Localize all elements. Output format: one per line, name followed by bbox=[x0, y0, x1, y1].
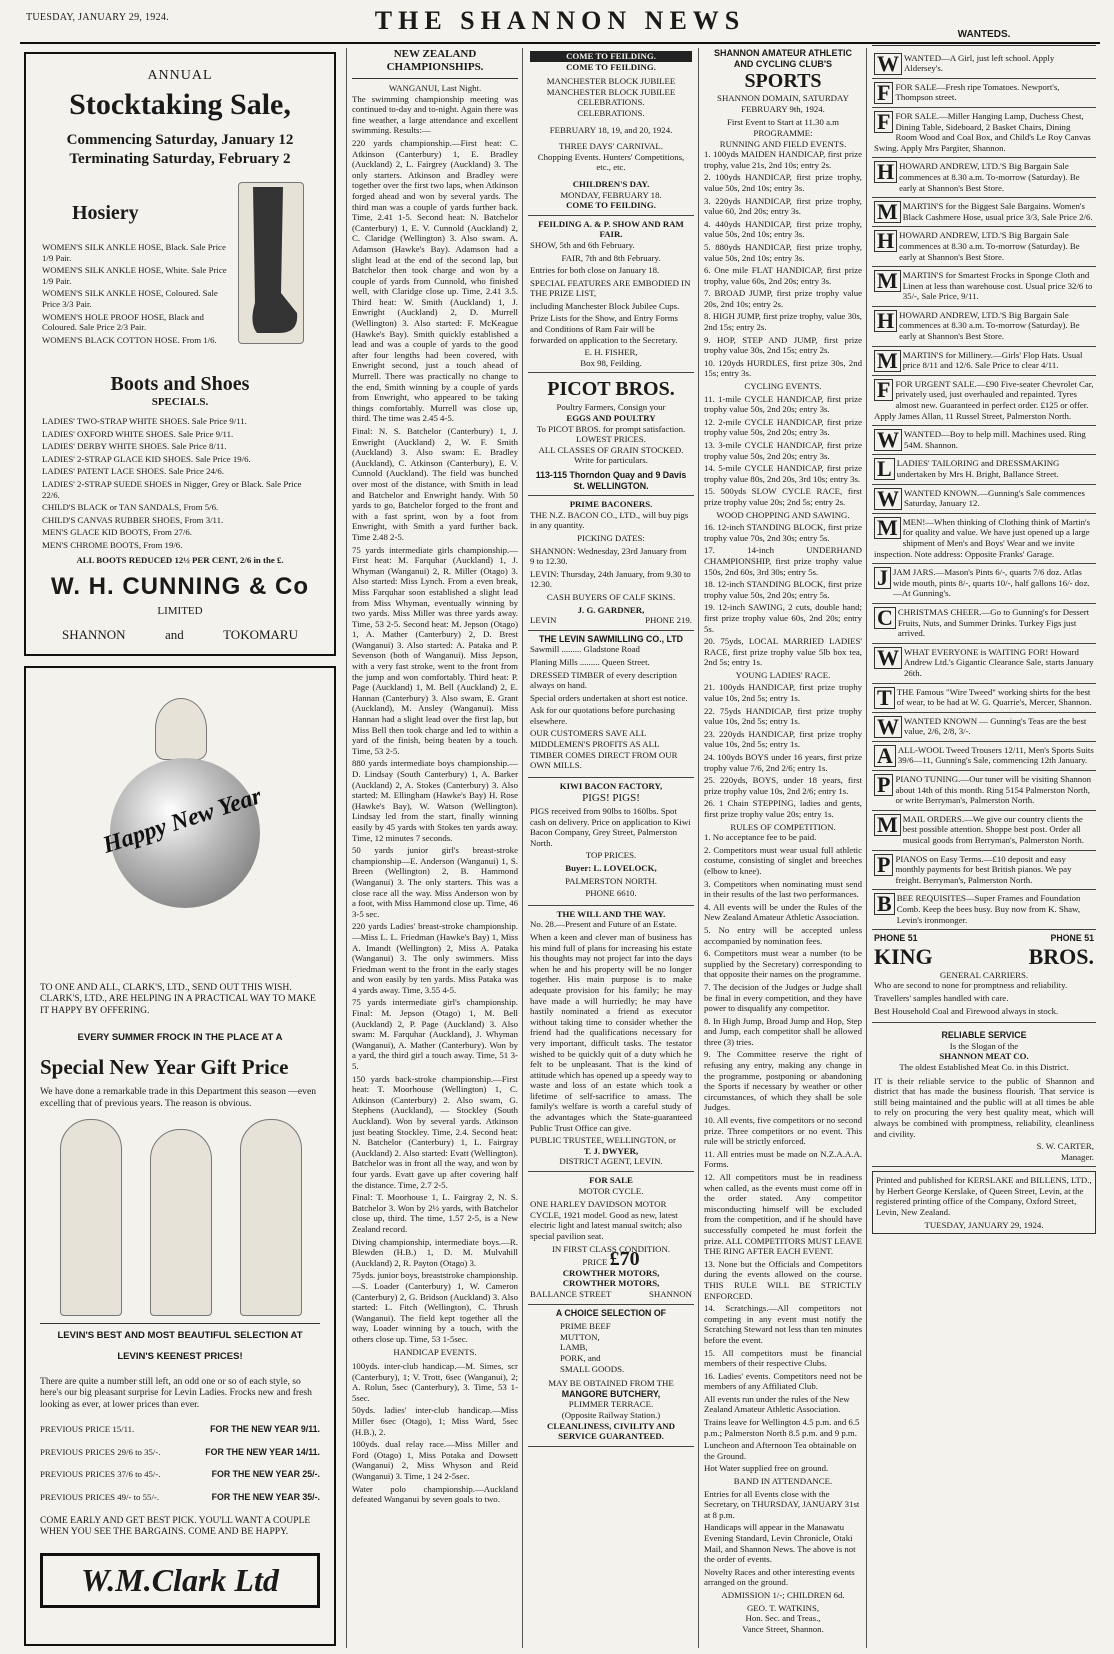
boots-item: LADIES' TWO-STRAP WHITE SHOES. Sale Price 9/11. bbox=[42, 416, 247, 426]
clark-body: We have done a remarkable trade in this Department this season —even excelling that of previous years. The reason is obvious. bbox=[40, 1086, 317, 1109]
clark-price-list bbox=[40, 1424, 320, 1502]
swim-dateline: WANGANUI, Last Night. bbox=[388, 83, 482, 93]
stocking-illustration bbox=[238, 182, 304, 344]
classified-ad: F FOR URGENT SALE.—£90 Five-seater Chevrolet Car, privately used, just overhauled and repainted. Tyres almost new. Guaranteed in perfect order. £125 or offer. Apply James Allan, 11 Russel Street, Palmerston North. bbox=[872, 376, 1096, 426]
sports-domain: SHANNON DOMAIN, SATURDAY FEBRUARY 9th, 1924. bbox=[717, 93, 849, 114]
swim-paragraph: 150 yards back-stroke championship.—First heat: T. Moorhouse (Wellington) 1, C. Atkinson (Canterbury) 2. Also swam, G. Stephens (Auckland), — Stockley (South Auckland). Won by several yards. Atkinson just beating Stockley. Time, 2.4. Second heat: N. Batchelor (Canterbury) 1, L. Fairgray (Auckland) 2. Also started: Evatt (Wellington). Batchelor was in front all the way, and won by four yards. Evatt gave up after covering half the distance. Time, 2.7 2-5. bbox=[352, 1073, 518, 1190]
column-rule bbox=[698, 48, 699, 1648]
sports-closing: All events run under the rules of the New Zealand Amateur Athletic Association. Trains leave for Wellington 4.5 p.m. and 6.5 p.m.; Palmerston North 8.5 p.m. and 9 p.m. Luncheon and Afternoon Tea obtainable on the Ground. Hot Water supplied free on ground. BAND IN ATTENDANCE. Entries for all Events close with the Secretary, on THURSDAY, JANUARY 31st at 8 p.m. Handicaps will appear in the Manawatu Evening Standard, Levin Chronicle, Otaki Mail, and Shannon News. The above is not the order of events. Novelty Races and other interesting events arranged on the ground. ADMISSION 1/-; CHILDREN 6d. bbox=[704, 1393, 860, 1600]
sports-programme-label: PROGRAMME: bbox=[753, 127, 813, 138]
clark-wish: TO ONE AND ALL, CLARK'S, LTD., SEND OUT THIS WISH. CLARK'S, LTD., ARE HELPING IN A PRACTICAL WAY TO MAKE IT HAPPY BY OFFERING. bbox=[40, 982, 316, 1016]
mangore-butchery-ad: A CHOICE SELECTION OF PRIME BEEF MUTTON, LAMB, PORK, and SMALL GOODS. MAY BE OBTAINED FROM THE MANGORE BUTCHERY, PLIMMER TERRACE. (Opposite Railway Station.) CLEANLINESS, CIVILITY AND SERVICE GUARANTEED. bbox=[528, 1305, 694, 1447]
feilding-show-ad: FEILDING A. & P. SHOW AND RAM FAIR. SHOW, 5th and 6th February. FAIR, 7th and 8th February. Entries for both close on January 18. SPECIAL FEATURES ARE EMBODIED IN THE PRIZE LIST, including Manchester Block Jubilee Cups. Prize Lists for the Show, and Entry Forms and Conditions of Ram Fair will be forwarded on application to the Secretary. E. H. FISHER, Box 98, Feilding. bbox=[528, 216, 694, 374]
hosiery-item: WOMEN'S SILK ANKLE HOSE, Coloured. Sale Price 3/3 Pair. bbox=[42, 288, 218, 309]
boots-item: LADIES' 2-STRAP GLACE KID SHOES. Sale Price 19/6. bbox=[42, 453, 251, 464]
boots-item: LADIES' DERBY WHITE SHOES. Sale Price 8/11. bbox=[42, 441, 227, 452]
clark-frock-line: EVERY SUMMER FROCK IN THE PLACE AT A bbox=[77, 1032, 283, 1044]
classified-ad: P PIANO TUNING.—Our tuner will be visiting Shannon about 14th of this month. Ring 5154 Palmerston North, or write Berryman's, Palmerston North. bbox=[872, 771, 1096, 811]
classified-ad: H HOWARD ANDREW, LTD.'S Big Bargain Sale commences at 8.30 a.m. To-morrow (Saturday). Be early at Shannon's Best Store. bbox=[872, 227, 1096, 267]
price-row: PREVIOUS PRICES 37/6 to 45/-. FOR THE NEW YEAR 25/-. bbox=[40, 1469, 320, 1480]
classified-ad: J JAM JARS.—Mason's Pints 6/-, quarts 7/6 doz. Atlas wide mouth, pints 8/-, quarts 10/-, half gallons 16/- doz.—At Gunning's. bbox=[872, 564, 1096, 604]
clark-come-early: COME EARLY AND GET BEST PICK. YOU'LL WANT A COUPLE WHEN YOU SEE THE BARGAINS. COME AND BE HAPPY. bbox=[40, 1514, 311, 1538]
boots-item: LADIES' 2-STRAP SUEDE SHOES in Nigger, Grey or Black. Sale Price 22/6. bbox=[42, 478, 302, 500]
swim-paragraph: 75 yards intermediate girl's championship. Final: M. Jepson (Otago) 1, M. Bell (Auckland) 2, P. Page (Auckland) 3. Also swam: M. Farquhar (Auckland), J. Whyman (Wanganui), A. Mather (Canterbury). Won by a yard, the third girl a touch away. Time, 51 3-5. bbox=[352, 997, 518, 1072]
swim-paragraph: 75 yards intermediate girls championship.—First heat: M. Farquhar (Auckland) 1, J. Whyman (Wanganui) 2, R. Miller (Otago) 3. Also started: Miss Lynch. From a even break, Miss Farquhar soon established a slight lead from Miss Whyman, eventually winning by two yards. Miss Miller was three yards away. Time, 53 2-5. Second heat: M. Jepson (Otago) 1, A. Mather (Canterbury) 2, D. Brest (Wanganui) 3. Also started: A. Pataka and P. Sevenson (both of Wanganui). Miss Jepson, with a very fast stroke, went to the front from the jump and won comfortably. Third heat: P. Page (Auckland) 1, M. Bell (Auckland) 2, E. Hannan (Canterbury) 3. Also swam, E. Grant (Auckland), M. Ansley (Wanganui). Miss Hannan had a slight lead over the first lap, but Miss Bell then took charge and led to within a yard of the finish, being beaten by a touch. Time, 53 2-5. bbox=[352, 544, 518, 756]
classified-ad: C CHRISTMAS CHEER.—Go to Gunning's for Dessert Fruits, Nuts, and Summer Drinks. Turkey Figs just arrived. bbox=[872, 604, 1096, 644]
classified-ad: L LADIES' TAILORING and DRESSMAKING undertaken by Mrs H. Bright, Ballance Street. bbox=[872, 455, 1096, 484]
handicap-paragraph: 50yds. ladies' inter-club handicap.—Miss Miller 6sec (Otago), 1; Miss Ward, 5sec (H.B.), 2. bbox=[352, 1405, 518, 1437]
swim-paragraph: 75yds. junior boys, breaststroke championship.—S. Loader (Canterbury) 1, W. Cameron (Canterbury) 2, G. Bridson (Auckland) 3. Also started: L. Fitch (Wellington), C. Thrush (Wanganui). The field kept together all the way, Loader winning by a touch, with the others close up. Time, 53 1-5sec. bbox=[352, 1270, 518, 1344]
ad-annual: ANNUAL bbox=[147, 68, 213, 83]
column-three-ads bbox=[528, 48, 694, 1648]
imprint: Printed and published for KERSLAKE and BILLENS, LTD., by Herbert George Kerslake, of Queen Street, Levin, at the registered printing office of the Company, Oxford Street, Levin, New Zealand. TUESDAY, JANUARY 29, 1924. bbox=[872, 1171, 1096, 1234]
levin-sawmilling-ad: THE LEVIN SAWMILLING CO., LTD Sawmill ......... Gladstone Road Planing Mills ......... Queen Street. DRESSED TIMBER of every description always on hand. Special orders undertaken at short est notice. Ask for our quotations before purchasing elsewhere. OUR CUSTOMERS SAVE ALL MIDDLEMEN'S PROFITS AS ALL TIMBER COMES DIRECT FROM OUR OWN MILLS. bbox=[528, 631, 694, 778]
handicap-paragraph: Water polo championship.—Auckland defeated Wanganui by seven goals to two. bbox=[352, 1483, 518, 1505]
place-shannon: SHANNON bbox=[62, 627, 126, 643]
sports-events: 1. 100yds MAIDEN HANDICAP, first prize trophy, value 21s, 2nd 10s; entry 2s. 2. 100yds HANDICAP, first prize trophy, value 50s, 2nd 10s; entry 3s. 3. 220yds HANDICAP, first prize trophy, value 60, 2nd 20s; entry 3s. 4. 440yds HANDICAP, first prize trophy, value 50s, 2nd 10s; entry 3s. 5. 880yds HANDICAP, first prize trophy, value 50s, 2nd 10s; entry 3s. 6. One mile FLAT HANDICAP, first prize trophy, value 60s, 2nd 20s; entry 3s. 7. BROAD JUMP, first prize trophy value 20s, 2nd 10s; entry 2s. 8. HIGH JUMP, first prize trophy, value 30s, 2nd 15s; entry 2s. 9. HOP, STEP AND JUMP, first prize trophy value 30s, 2nd 15s; entry 2s. 10. 120yds HURDLES, first prize 30s, 2nd 15s; entry 3s. CYCLING EVENTS. 11. 1-mile CYCLE HANDICAP, first prize trophy value 50s, 2nd 20s; entry 3s. 12. 2-mile CYCLE HANDICAP, first prize trophy value 50s, 2nd 20s; entry 3s. 13. 3-mile CYCLE HANDICAP, first prize trophy value 50s, 2nd 20s; entry 3s. 14. 5-mile CYCLE HANDICAP, first prize trophy value 80s, 2nd 20s, 3rd 10s; entry 3s. 15. 500yds SLOW CYCLE RACE, first prize trophy value 20s; 2nd 5s; entry 2s. WOOD CHOPPING AND SAWING. 16. 12-inch STANDING BLOCK, first prize trophy value 70s, 2nd 30s; entry 5s. 17. 14-inch UNDERHAND CHAMPIONSHIP, first prize trophy value 150s, 2nd 60s, 3rd 30s; entry 5s. 18. 12-inch STANDING BLOCK, first prize trophy value 50s, 2nd 20s; entry 5s. 19. 12-inch SAWING, 2 cuts, double hand; first prize trophy value 60s, 2nd 20s; entry 5s. 20. 75yds, LOCAL MARRIED LADIES' RACE, first prize trophy value 5lb box tea, 2nd 5s; entry 1s. YOUNG LADIES' RACE. 21. 100yds HANDICAP, first prize trophy value 10s, 2nd 5s; entry 1s. 22. 75yds HANDICAP, first prize trophy value 10s, 2nd 5s; entry 1s. 23. 220yds HANDICAP, first prize trophy value 10s, 2nd 5s; entry 1s. 24. 100yds BOYS under 16 years, first prize trophy value 7/6, 2nd 2/6; entry 1s. 25. 220yds, BOYS, under 18 years, first prize trophy value 10s, 2nd 2/6; entry 1s. 26. 1 Chain STEPPING, ladies and gents, first prize trophy value 20s; entry 1s. bbox=[704, 149, 862, 819]
handicap-paragraph: 100yds. dual relay race.—Miss Miller and Ford (Otago) 1, Miss Potaka and Dowsett (Wanganui) 2, Miss Whyson and Reid (Wanganui) 3. Time, 1 24 2-5sec. bbox=[352, 1439, 518, 1481]
classified-ad: W WANTED—Boy to help mill. Machines used. Ring 54M. Shannon. bbox=[872, 426, 1096, 455]
swim-headline: NEW ZEALAND CHAMPIONSHIPS. bbox=[386, 48, 484, 73]
wanteds-column bbox=[872, 30, 1096, 1650]
swim-paragraph: 220 yards Ladies' breast-stroke championship.—Miss L. L. Friedman (Hawke's Bay) 1, Miss A. Imandt (Wellington) 2, Miss A. Pataka (Wanganui) 3. The only swimmers. Miss Friedman went to the front in the early stages and won easily by ten yards. Miss Pataka was 4 yards away. Time, 3.55 4-5. bbox=[352, 921, 518, 995]
classified-ad: W WANTED KNOWN — Gunning's Teas are the best value, 2/6, 2/8, 3/-. bbox=[872, 713, 1096, 742]
swim-paragraph: 880 yards intermediate boys championship.—D. Lindsay (South Canterbury) 1, A. Barker (Auckland) 2, A. Stokes (Canterbury) 3. Also started: M. Ellingham (Hawke's Bay) H. Rose (Hawke's Bay), W. Watson (Wellington). Lindsay led from the start, finally winning easily by 45 yards with Stokes ten yards away. Time, 12 minutes 7 seconds. bbox=[352, 758, 518, 843]
hosiery-item: WOMEN'S HOLE PROOF HOSE, Black and Coloured. Sale Price 2/3 Pair. bbox=[42, 311, 204, 333]
hosiery-item: WOMEN'S SILK ANKLE HOSE, Black. Sale Price 1/9 Pair. bbox=[42, 242, 226, 263]
hosiery-item: WOMEN'S BLACK COTTON HOSE. From 1/6. bbox=[42, 334, 217, 345]
classified-ad: M MARTIN'S for Smartest Frocks in Sponge Cloth and Linen at less than warehouse cost. Usual price 32/6 to 35/-, Sale Price, 9/11. bbox=[872, 267, 1096, 307]
clark-special-title: Special New Year Gift Price bbox=[40, 1055, 289, 1080]
prime-baconers-ad: PRIME BACONERS. THE N.Z. BACON CO., LTD., will buy pigs in any quantity. PICKING DATES: SHANNON: Wednesday, 23rd January from 9 to 12.30. LEVIN: Thursday, 24th January, from 9.30 to 12.30. CASH BUYERS OF CALF SKINS. J. G. GARDNER, LEVIN PHONE 219. bbox=[528, 496, 694, 631]
swim-paragraph: 50 yards junior girl's breast-stroke championship—E. Anderson (Wanganui) 1, S. Breen (Wellington) 2, B. Hammond (Wanganui) 3. The only starters. This was a close race all the way. Miss Anderson won by a foot, with Miss Hammond close up. Time, 46 3-5 sec. bbox=[352, 845, 518, 919]
handicap-heading: HANDICAP EVENTS. bbox=[393, 1347, 477, 1358]
hosiery-list bbox=[42, 242, 232, 347]
boots-item: CHILD'S CANVAS RUBBER SHOES, From 3/11. bbox=[42, 514, 224, 525]
swimming-article bbox=[352, 48, 518, 1648]
wanteds-heading: WANTEDS. bbox=[957, 30, 1011, 40]
boots-item: MEN'S GLACE KID BOOTS, From 27/6. bbox=[42, 527, 192, 538]
sports-title: SPORTS bbox=[744, 70, 822, 93]
swim-body bbox=[352, 94, 518, 1505]
boots-reduced: ALL BOOTS REDUCED 12½ PER CENT, 2/6 in the £. bbox=[76, 554, 284, 565]
boots-item: LADIES' OXFORD WHITE SHOES. Sale Price 9/11. bbox=[42, 428, 234, 439]
column-rule bbox=[866, 48, 867, 1648]
classified-ad: H HOWARD ANDREW, LTD.'S Big Bargain Sale commences at 8.30 a.m. To-morrow (Saturday). Be early at Shannon's Best Store. bbox=[872, 158, 1096, 198]
boots-heading: Boots and Shoes bbox=[110, 373, 250, 395]
frock-figure-right bbox=[240, 1119, 302, 1316]
feilding-jubilee-ad: COME TO FEILDING. COME TO FEILDING. MANCHESTER BLOCK JUBILEE MANCHESTER BLOCK JUBILEE CELEBRATIONS. CELEBRATIONS. FEBRUARY 18, 19, and 20, 1924. THREE DAYS' CARNIVAL. Chopping Events. Hunters' Competitions, etc., etc. CHILDREN'S DAY. MONDAY, FEBRUARY 18. COME TO FEILDING. bbox=[528, 48, 694, 216]
rules-heading: RULES OF COMPETITION. bbox=[730, 821, 836, 832]
swim-paragraph: Final: N. S. Batchelor (Canterbury) 1, J. Enwright (Auckland) 2, W. F. Smith (Auckland) 3. Also swam: E. Bradley (Auckland), C. Atkinson (Canterbury), E. V. Cunnold (Auckland). The field was bunched over most of the distance, with Smith in lead and Batchelor and Enwright handy. With 50 yards to go, Batchelor forged to the front and with a fast sprint, won by a foot from Enwright, with Smith a yard further back. Time 2.48 2-5. bbox=[352, 426, 518, 542]
classified-list bbox=[872, 50, 1096, 931]
sports-club: SHANNON AMATEUR ATHLETIC AND CYCLING CLUB'S bbox=[714, 48, 852, 69]
swim-paragraph: The swimming championship meeting was continued to-day and to-night. Again there was fine weather, a large attendance and excellent swimming. Results:— bbox=[352, 93, 518, 136]
classified-ad: W WHAT EVERYONE is WAITING FOR! Howard Andrew Ltd.'s Gigantic Clearance Sale, starts January 26th. bbox=[872, 644, 1096, 684]
stocktaking-sale-ad bbox=[24, 52, 336, 656]
kiwi-bacon-ad: KIWI BACON FACTORY, PIGS! PIGS! PIGS received from 90lbs to 160lbs. Spot cash on delivery. Price on application to Kiwi Bacon Company, Grey Street, Palmerston North. TOP PRICES. Buyer: L. LOVELOCK, PALMERSTON NORTH. PHONE 6610. bbox=[528, 778, 694, 906]
boots-item: MEN'S CHROME BOOTS, From 19/6. bbox=[42, 539, 183, 550]
price-row: PREVIOUS PRICES 49/- to 55/-. FOR THE NEW YEAR 35/-. bbox=[40, 1492, 320, 1503]
price-row: PREVIOUS PRICE 15/11. FOR THE NEW YEAR 9/11. bbox=[40, 1424, 320, 1435]
swim-paragraph: 220 yards championship.—First heat: C. Atkinson (Canterbury) 1, E. Bradley (Auckland) 2, L. Fairgrey (Auckland) 3. The only starters. Atkinson and Bradley were together over the first two laps, when Atkinson forged ahead and won by several yards. The third man was a couple of yards further back. Time, 2.41 1-5. Second heat: N. Batchelor (Canterbury) 1, E. V. Cunnold (Auckland) 2, C. Claridge (Wellington) 3. Also swam. A. Adamson (Hawke's Bay). Adamson had a slight lead at the end of the second lap, but Batchelor then took charge and won by a couple of yards from Cunnold, who finished well, with Claridge close up. Time, 2.41 3.5. Third heat: W. Smith (Auckland) 1, J. Enwright (Auckland) 2, D. Murrell (Wellington) 3. Also started: F. McKeague (Hawke's Bay). Smith quickly established a lead and was a couple of yards to the good after four lengths had been covered, with Enwright second, just a touch ahead of Murrell. There was practically no change to the end, Smith winning by a couple of yards from Enwright, who appeared to be taking things comfortably. Murrell was close up, third. The time was 2.45 4-5. bbox=[352, 137, 518, 424]
newspaper-title: THE SHANNON NEWS bbox=[374, 6, 746, 35]
shannon-meat-co-ad: RELIABLE SERVICE Is the Slogan of the SHANNON MEAT CO. The oldest Established Meat Co. in this District. IT is their reliable service to the public of Shannon and district that has made the business flourish. That service is still being maintained and the public will at all times be able to rely on procuring the very best quality meat, which will always be combined with promptness, reliability, cleanliness and civility. S. W. CARTER, Manager. bbox=[872, 1023, 1096, 1167]
classified-ad: W WANTED KNOWN.—Gunning's Sale commences Saturday, January 12. bbox=[872, 485, 1096, 514]
ad-terminating: Terminating Saturday, February 2 bbox=[69, 151, 291, 167]
hosiery-item: WOMEN'S SILK ANKLE HOSE, White. Sale Price 1/9 Pair. bbox=[42, 265, 227, 286]
classified-ad: B BEE REQUISITES—Super Frames and Foundation Comb. Keep the bees busy. Buy now from K. Shaw, Levin's ironmonger. bbox=[872, 890, 1096, 930]
frock-figure-left bbox=[60, 1119, 122, 1316]
classified-ad: F FOR SALE.—Miller Hanging Lamp, Duchess Chest, Dining Table, Sideboard, 2 Basket Chairs, Dining Room Wood and Coal Box, and Child's Le Roy Canvas Swing. Apply Mrs Pargiter, Shannon. bbox=[872, 108, 1096, 158]
swim-paragraph: Final: T. Moorhouse 1, L. Fairgray 2, N. S. Batchelor 3. Won by 2½ yards, with Batchelor close up, third. The time, 1.57 2-5, is a New Zealand record. bbox=[352, 1192, 518, 1234]
boots-item: CHILD'S BLACK or TAN SANDALS, From 5/6. bbox=[42, 502, 219, 513]
place-tokomaru: TOKOMARU bbox=[223, 627, 298, 643]
happy-new-year-illustration bbox=[40, 678, 320, 978]
motor-cycle-sale-ad: FOR SALE MOTOR CYCLE. ONE HARLEY DAVIDSON MOTOR CYCLE, 1921 model. Good as new, latest electric light and latest manual switch; also special pavilion seat. IN FIRST CLASS CONDITION. PRICE £70 CROWTHER MOTORS, CROWTHER MOTORS, BALLANCE STREET SHANNON bbox=[528, 1172, 694, 1305]
swim-paragraph: Diving championship, intermediate boys.—R. Blewden (H.B.) 1, D. M. Mulvahill (Auckland) 2, R. Payton (Otago) 3. bbox=[352, 1236, 518, 1268]
will-and-way-ad: THE WILL AND THE WAY. No. 28.—Present and Future of an Estate. When a keen and clever man of business has his mind full of plans for increasing his estate his thoughts may not project far into the days when he and his property will be no longer together. His main purpose is to make adequate provision for his family; he may have made a will hurriedly; he may have hastily nominated a friend as executor without taking time to consider whether the friend had the qualifications necessary for very important, difficult tasks. The testator wished to be quickly quit of a duty which he felt to be unpleasant. That is the kind of attitude which has opened up a speedy way to waste and loss of an estate which took a lifetime of self-sacrifice to amass. The family's welfare is worth a careful study of the advantages which the State-guaranteed Public Trust Office can give. PUBLIC TRUSTEE, WELLINGTON, or T. J. DWYER, DISTRICT AGENT, LEVIN. bbox=[528, 906, 694, 1172]
frock-figure-middle bbox=[150, 1129, 212, 1316]
classified-ad: F FOR SALE—Fresh ripe Tomatoes. Newport's, Thompson street. bbox=[872, 79, 1096, 108]
child-figure-illustration bbox=[155, 698, 207, 760]
column-rule bbox=[346, 48, 347, 1648]
ad-commencing: Commencing Saturday, January 12 bbox=[66, 132, 294, 148]
happy-new-year-script: Happy New Year bbox=[99, 783, 265, 859]
frock-illustrations bbox=[40, 1119, 320, 1319]
classified-ad: P PIANOS on Easy Terms.—£10 deposit and easy monthly payments for best British pianos. We pay freight. Berryman's, Palmerston North. bbox=[872, 851, 1096, 891]
classified-ad: A ALL-WOOL Tweed Trousers 12/11, Men's Sports Suits 39/6—11, Gunning's Sale, commencing 12th January. bbox=[872, 742, 1096, 771]
boots-list bbox=[42, 416, 318, 551]
sports-programme bbox=[704, 48, 862, 1648]
column-rule bbox=[522, 48, 523, 1648]
clarks-new-year-ad bbox=[24, 666, 336, 1646]
classified-ad: H HOWARD ANDREW, LTD.'S Big Bargain Sale commences at 8.30 a.m. To-morrow (Saturday). Be early at Shannon's Best Store. bbox=[872, 307, 1096, 347]
clark-logo: W.M.Clark Ltd bbox=[40, 1553, 320, 1608]
price-row: PREVIOUS PRICES 29/6 to 35/-. FOR THE NEW YEAR 14/11. bbox=[40, 1446, 320, 1457]
firm-places bbox=[62, 627, 298, 643]
clark-quite: There are quite a number still left, an odd one or so of each style, so here's our big pleasant surprise for Levin Ladies. Frocks new and fresh looking as ever, at lower prices than ever. bbox=[40, 1376, 312, 1410]
king-bros-ad: PHONE 51 PHONE 51 KING BROS. GENERAL CARRIERS. Who are second to none for promptness and reliability. Travellers' samples handled with care. Best Household Coal and Firewood always in stock. bbox=[872, 930, 1096, 1023]
firm-name: W. H. CUNNING & Co bbox=[51, 573, 309, 601]
classified-ad: T THE Famous "Wire Tweed" working shirts for the best of wear, to be had at W. G. Quarrie's, Mercer, Shannon. bbox=[872, 684, 1096, 713]
rules-list: 1. No acceptance fee to be paid. 2. Competitors must wear usual full athletic costume, consisting of singlet and breeches (elbow to knee). 3. Competitors when nominating must send in their results of the last two performances. 4. All events will be under the Rules of the New Zealand Amateur Athletic Association. 5. No entry will be accepted unless accompanied by nomination fees. 6. Competitors must wear a number (to be supplied by the Secretary) corresponding to that opposite their names on the programme. 7. The decision of the Judges or Judge shall be final in every competition, and they have power to disqualify any competitor. 8. In High Jump, Broad Jump and Hop, Step and Jump, each competitor shall be allowed three (3) tries. 9. The Committee reserve the right of refusing any entry, making any change in the programme, postponing or abandoning the Sports if necessary by weather or other circumstances, of which they shall be sole Judges. 10. All events, five competitors or no second prize. Three competitors or no event. This rule will be strictly enforced. 11. All entries must be made on N.Z.A.A.A. Forms. 12. All competitors must be in readiness when called, as the events must come off in the order stated. Any competitor misconducting himself will be excluded from the competition, and if he should have successfully competed he must forfeit the prize. ALL COMPETITORS MUST LEAVE THE RING AFTER EACH EVENT. 13. None but the Officials and Competitors during the events allowed on the course. THIS RULE WILL BE STRICTLY ENFORCED. 14. Scratchings.—All competitors not competing in any event must notify the Scratching Steward not less than ten minutes before the event. 15. All competitors must be financial members of their respective Clubs. 16. Ladies' events. Competitors need not be members of any Affiliated Club. bbox=[704, 832, 862, 1392]
classified-ad: M MARTIN'S for the Biggest Sale Bargains. Women's Black Cashmere Hose, usual price 3/3, Sale Price 2/6. bbox=[872, 198, 1096, 227]
boots-item: LADIES' PATENT LACE SHOES. Sale Price 24/6. bbox=[42, 466, 224, 477]
issue-date: TUESDAY, JANUARY 29, 1924. bbox=[26, 12, 170, 23]
firm-limited: LIMITED bbox=[157, 605, 203, 618]
ad-title: Stocktaking Sale, bbox=[69, 88, 291, 121]
hosiery-heading: Hosiery bbox=[72, 202, 139, 224]
boots-specials: SPECIALS. bbox=[151, 396, 209, 408]
clark-keenest: LEVIN'S KEENEST PRICES! bbox=[117, 1351, 243, 1363]
sports-signature: GEO. T. WATKINS, Hon. Sec. and Treas., Vance Street, Shannon. bbox=[742, 1602, 824, 1634]
clark-best: LEVIN'S BEST AND MOST BEAUTIFUL SELECTION AT bbox=[57, 1330, 303, 1342]
picot-bros-ad: PICOT BROS. Poultry Farmers, Consign your EGGS AND POULTRY To PICOT BROS. for prompt satisfaction. LOWEST PRICES. ALL CLASSES OF GRAIN STOCKED. Write for particulars. 113-115 Thorndon Quay and 9 Davis St. WELLINGTON. bbox=[528, 373, 694, 496]
place-and: and bbox=[164, 627, 184, 643]
sports-first-event: First Event to Start at 11.30 a.m bbox=[726, 117, 840, 128]
sports-running: RUNNING AND FIELD EVENTS. bbox=[719, 138, 847, 149]
classified-ad: M MEN!—When thinking of Clothing think of Martin's for quality and value. We have just opened up a large shipment of Men's and Boys' Wear and we invite inspection. Note address: Opposite Franks' Garage. bbox=[872, 514, 1096, 564]
classified-ad: M MARTIN'S for Millinery.—Girls' Flop Hats. Usual price 8/11 and 12/6. Sale Price to clear 4/11. bbox=[872, 347, 1096, 376]
handicap-paragraph: 100yds. inter-club handicap.—M. Simes, scr (Canterbury), 1; V. Trott, 6sec (Wanganui), 2; A. Rolun, 5sec (Canterbury), 3. Time, 53 1-5sec. bbox=[352, 1361, 518, 1403]
classified-ad: W WANTED—A Girl, just left school. Apply Aldersey's. bbox=[872, 50, 1096, 79]
classified-ad: M MAIL ORDERS.—We give our country clients the best possible attention. Shoppe best post. Order all musical goods from Berryman's, Palmerston North. bbox=[872, 811, 1096, 851]
